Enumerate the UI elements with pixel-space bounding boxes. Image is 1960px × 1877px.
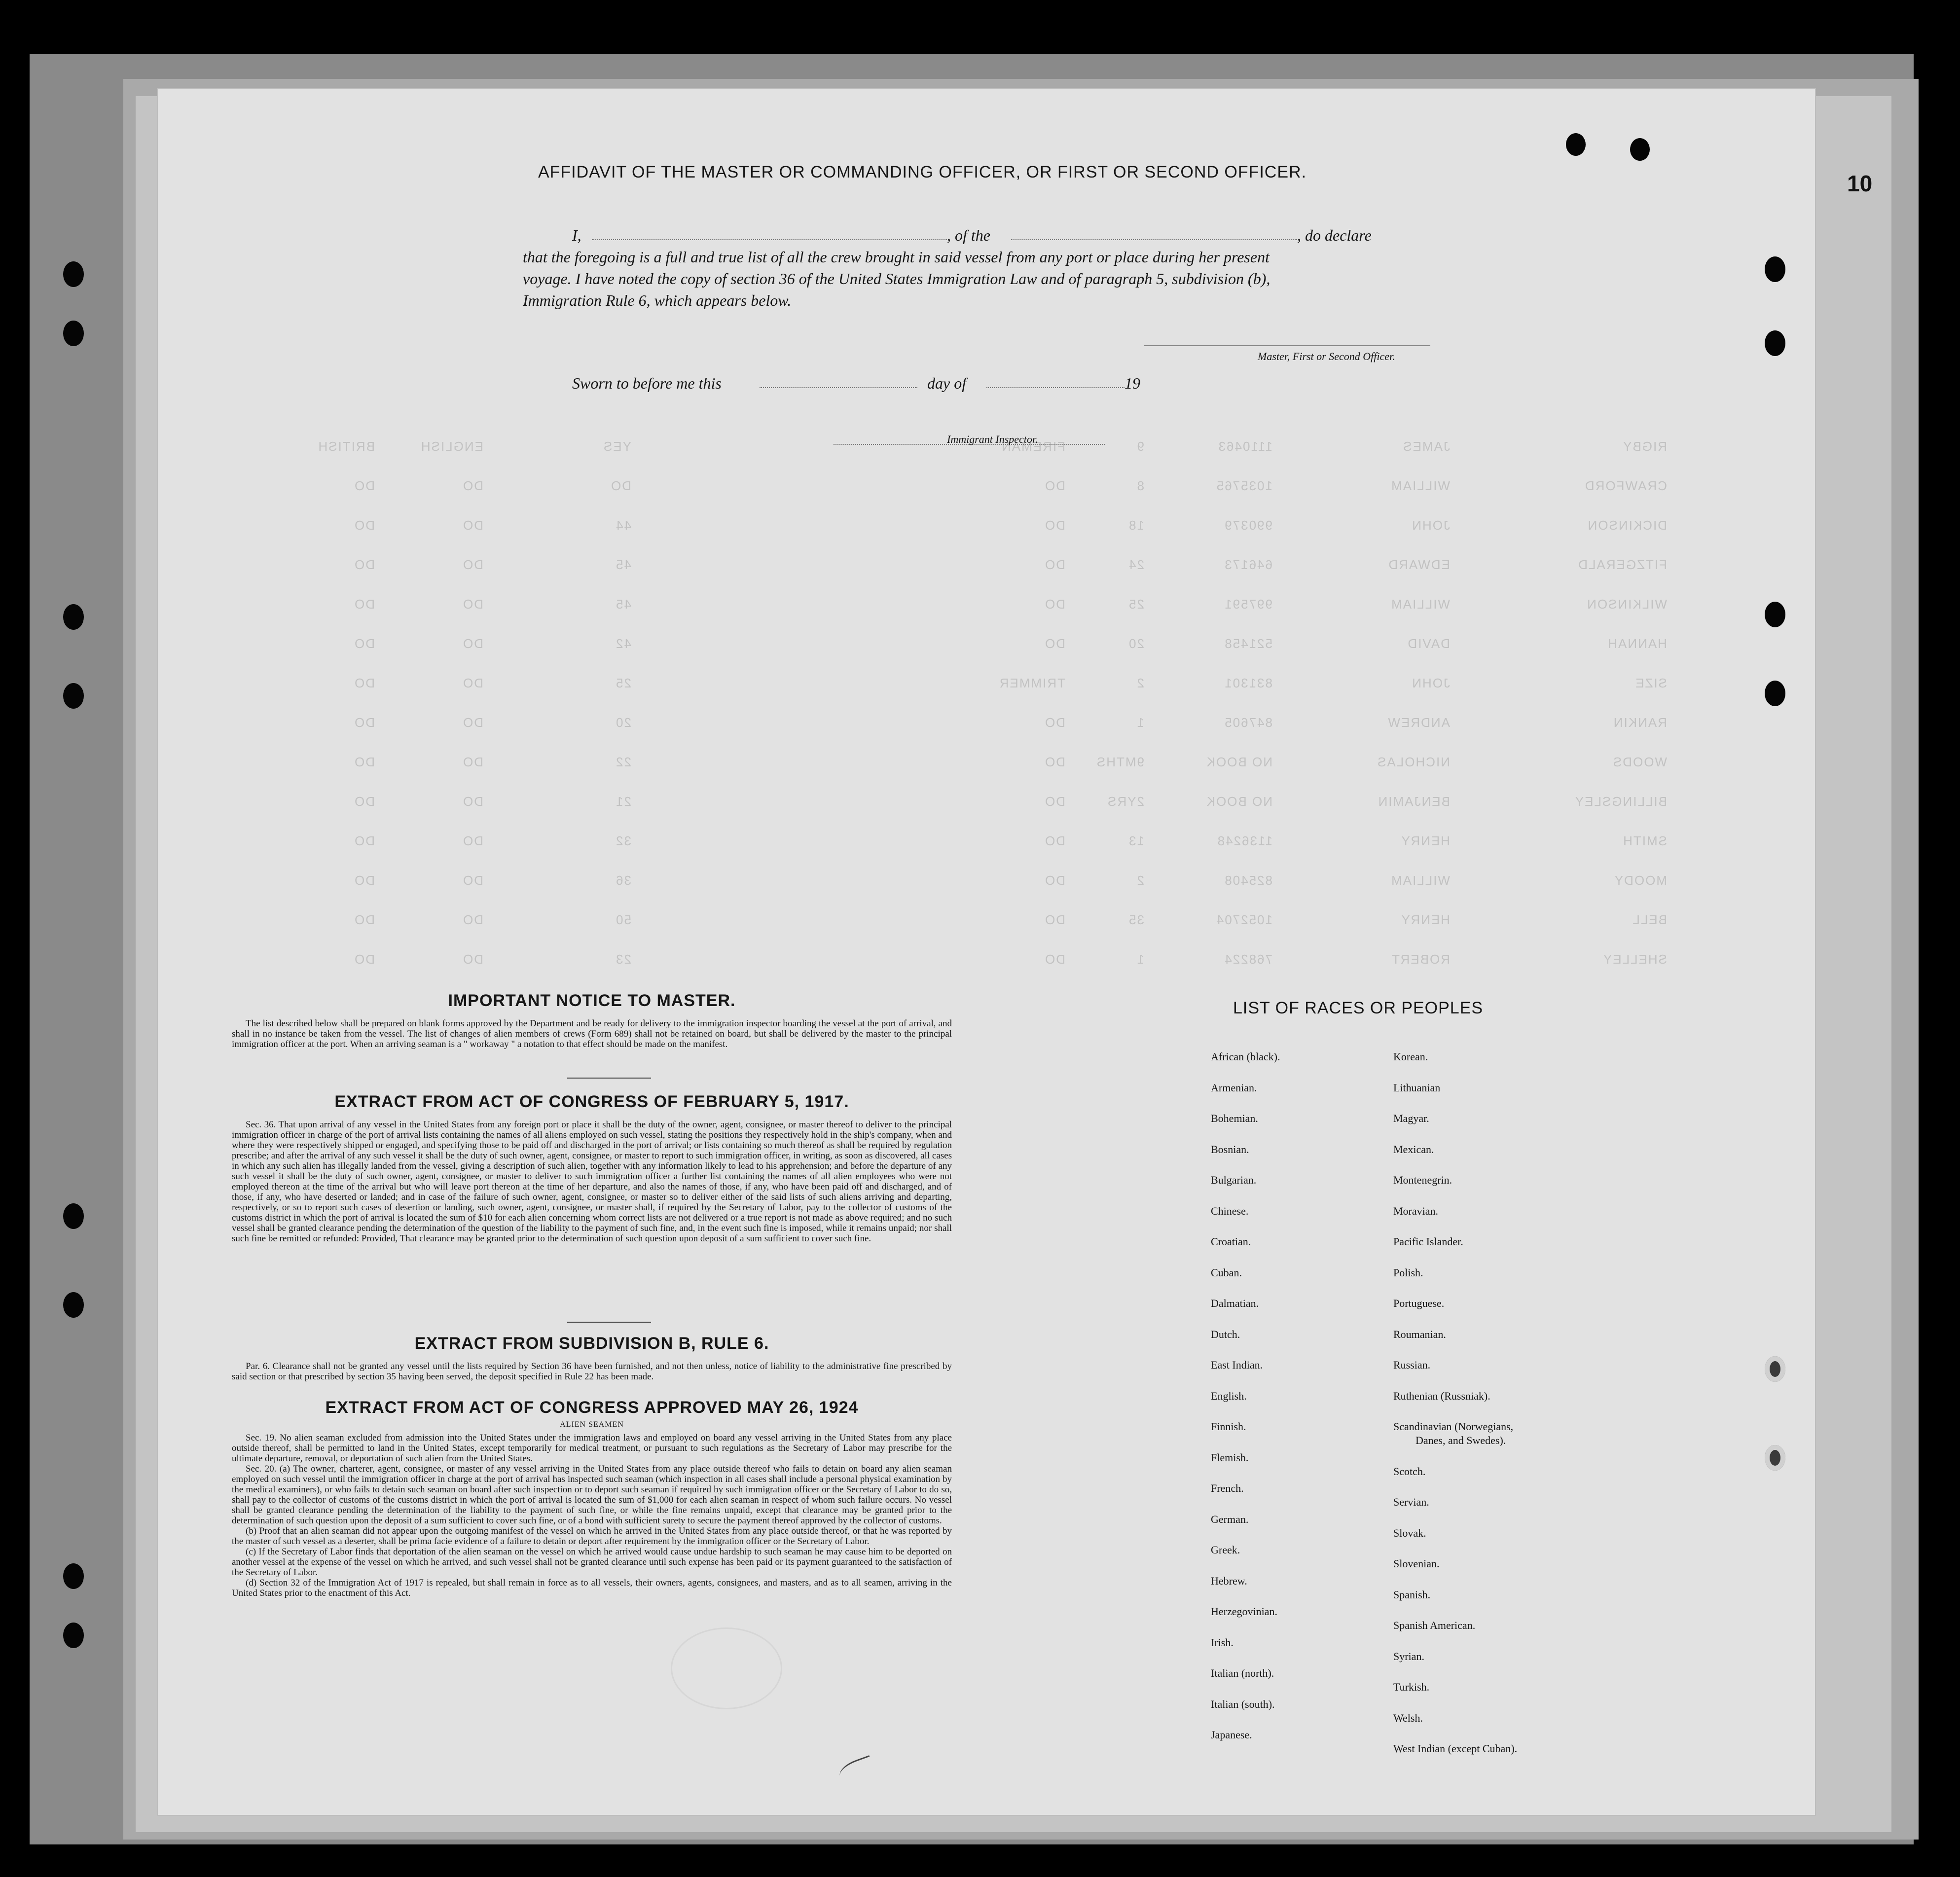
race-item: Dane​s, and Swedes).: [1416, 1434, 1506, 1446]
race-item: Mexican.: [1393, 1143, 1434, 1155]
race-item: Bohemian.: [1211, 1112, 1258, 1124]
ring-hole-icon: [1765, 1445, 1785, 1471]
race-item: Dutch.: [1211, 1328, 1240, 1340]
punch-hole-icon: [1630, 138, 1650, 161]
race-item: Polish.: [1393, 1266, 1423, 1279]
punch-hole-icon: [1765, 681, 1785, 706]
race-item: Bulgarian.: [1211, 1174, 1257, 1186]
race-item: Korean.: [1393, 1050, 1428, 1063]
affidavit-line-4: Immigration Rule 6, which appears below.: [523, 291, 792, 309]
binder-hole-icon: [63, 683, 84, 709]
race-item: Portuguese.: [1393, 1297, 1445, 1309]
binder-hole-icon: [63, 1623, 84, 1648]
race-item: German.: [1211, 1513, 1249, 1525]
race-item: Italian (south).: [1211, 1697, 1275, 1710]
race-item: Montenegrin.: [1393, 1174, 1452, 1186]
binder-hole-icon: [63, 1292, 84, 1318]
race-item: East Indian.: [1211, 1359, 1263, 1371]
pencil-mark: [836, 1755, 874, 1782]
race-item: Scandinavian (Norwegians,: [1393, 1420, 1514, 1433]
race-item: Finnish.: [1211, 1420, 1246, 1433]
extract-1924-text: [232, 1433, 952, 1598]
race-item: Hebrew.: [1211, 1574, 1247, 1587]
bleed-through-manifest: RIGBY JAMES 1110463 9 FIREMAN YES ENGLISH BRITISH CRAWFORD WILLIAM 1035765 8 DO DO DO DO DICKINSON JOHN 990379 18 DO 44 DO DO FITZGERALD EDWARD 646173 24 DO 45 DO DO WILKINSON WILLIAM 997591 25 DO 45 DO DO HANNAH DAVID 521458 20 DO 42 DO DO SIZE JOHN 831301 2 TRIMMER 25 DO DO RANKIN ANDREW 847605 1 DO 20 DO DO WOODS NICHOLAS NO BOOK 9MTHS DO 22 DO DO BILLINGSLEY BENJAMIN NO BOOK 2YRS DO 21 DO DO SMITH HENRY 1136248 13 DO 32 DO DO MOODY WILLIAM 825408 2 DO 36 DO DO BELL HENRY 1052704 35 DO 50 DO DO SHELLEY ROBERT 768224 1 DO 23 DO DO: [317, 439, 1667, 967]
section-20c-paragraph: (c) If the Secretary of Labor finds that deportation of the alien seaman on the vessel on which he arrived would cause undue hardship to such seaman he may cause him to be deported on another vessel at the expense of the vessel on which he arrived, and such vessel shall not be granted clearance until such expense has been paid or its payment guaranteed to the satisfaction of the Secretary of Labor.: [232, 1547, 952, 1578]
section-divider: [567, 1322, 651, 1323]
punch-hole-icon: [1566, 133, 1586, 156]
race-item: Herzegovinian.: [1211, 1605, 1277, 1618]
notice-text: [232, 1018, 952, 1049]
ring-hole-icon: [1765, 1356, 1785, 1382]
master-signature-line: [1144, 345, 1430, 346]
race-item: Dalmatian.: [1211, 1297, 1259, 1309]
punch-hole-icon: [1765, 602, 1785, 627]
race-item: Spanish.: [1393, 1588, 1431, 1601]
race-item: African (black).: [1211, 1050, 1280, 1063]
races-title: LIST OF RACES OR PEOPLES: [1233, 999, 1484, 1017]
section-20b-paragraph: (b) Proof that an alien seaman did not appear upon the outgoing manifest of the vessel on which he arrived in the United States from any place outside thereof, or that he was reported by the master of such vessel as a deserter, shall be prima facie evidence of a failure to detain or deport after requirement by the immigration officer or the Secretary of Labor.: [232, 1526, 952, 1547]
race-item: Flemish.: [1211, 1451, 1249, 1464]
race-item: Moravian.: [1393, 1204, 1439, 1217]
extract-1917-text: [232, 1119, 952, 1244]
rule-6-title: EXTRACT FROM SUBDIVISION B, RULE 6.: [414, 1334, 769, 1353]
inspector-caption: Immigrant Inspector.: [947, 433, 1038, 445]
sworn-day-blank: [760, 387, 917, 388]
section-36-paragraph: Sec. 36. That upon arrival of any vessel in the United States from any foreign port or place it shall be the duty of the owner, agent, consignee, or master thereof to deliver to the principal immigration officer in charge of the port of arrival lists containing the names of all aliens employed on such vessel, stating the positions they respectively hold in the ship's company, when and where they were respectively shipped or engaged, and specifying those to be paid off and discharged in the port of arrival; or lists containing so much thereof as shall be required by regulation prescribe; and after the arrival of any such vessel it shall be the duty of such owner, agent, consignee, or master to report to such immigration officer, in writing, as soon as discovered, all cases in which any such alien has illegally landed from the vessel, giving a description of such alien, together with any information likely to lead to his apprehension; and before the departure of any such vessel it shall be the duty of such owner, agent, consignee, or master to deliver to such immigration officer a further list containing the names of all alien employees who were not employed thereon at the time of the arrival but who will leave port thereon at the time of her departure, and also the names of those, if any, who have been paid off and discharged, and of those, if any, who have deserted or landed; and in case of the failure of such owner, agent, consignee, or master so to deliver either of the said lists of such aliens arriving and departing, respectively, or so to report such cases of desertion or landing, such owner, agent, consignee, or master shall, if required by the Secretary of Labor, pay to the collector of customs of the customs district in which the port of arrival is located the sum of $10 for each alien concerning whom correct lists are not delivered or a true report is not made as above required; and no such vessel shall be granted clearance pending the determination of the question of the liability to the payment of such fine, and, in the event such fine is imposed, while it remains unpaid; nor shall such fine be remitted or refunded: Provided, That clearance may be granted prior to the determination of such question upon deposit of a sum sufficient to cover such fine.: [232, 1119, 952, 1244]
rule-6-text: [232, 1361, 952, 1382]
race-item: Russian.: [1393, 1359, 1431, 1371]
race-item: Irish.: [1211, 1636, 1234, 1649]
race-item: Scotch.: [1393, 1465, 1426, 1478]
punch-hole-icon: [1765, 330, 1785, 356]
binder-hole-icon: [63, 1203, 84, 1229]
binder-hole-icon: [63, 321, 84, 346]
affidavit-line-3: voyage. I have noted the copy of section 36 of the United States Immigration Law and of paragraph 5, subdivision (b),: [523, 270, 1270, 288]
rule-6-paragraph: Par. 6. Clearance shall not be granted any vessel until the lists required by Section 36 have been furnished, and not then unless, notice of liability to the administrative fine prescribed by said section or that prescribed by section 35 having been served, the deposit specified in Rule 22 has been made.: [232, 1361, 952, 1382]
section-19-paragraph: Sec. 19. No alien seaman excluded from admission into the United States under the immigration laws and employed on board any vessel arriving in the United States from any place outside thereof, shall be permitted to land in the United States, except temporarily for medical treatment, or pursuant to such regulations as the Secretary of Labor may prescribe for the ultimate departure, removal, or deportation of such alien from the United States.: [232, 1433, 952, 1464]
race-item: Japanese.: [1211, 1729, 1252, 1741]
affidavit-declare: , do declare: [1297, 226, 1372, 244]
race-item: Pacific Islander.: [1393, 1235, 1463, 1248]
section-20d-paragraph: (d) Section 32 of the Immigration Act of 1917 is repealed, but shall remain in force as to all vessels, their owners, agents, consignees, and masters, and as to all seamen, arriving in the United States prior to the enactment of this Act.: [232, 1578, 952, 1598]
race-item: Turkish.: [1393, 1681, 1430, 1693]
master-caption: Master, First or Second Officer.: [1258, 350, 1395, 362]
race-item: Slovenian.: [1393, 1557, 1440, 1570]
race-item: West Indian (except Cuban).: [1393, 1742, 1518, 1755]
race-item: Servian.: [1393, 1496, 1429, 1508]
race-item: Bosnian.: [1211, 1143, 1249, 1155]
race-item: Greek.: [1211, 1544, 1240, 1556]
race-item: French.: [1211, 1482, 1244, 1494]
sworn-month-blank: [986, 387, 1125, 388]
race-item: English.: [1211, 1389, 1247, 1402]
binder-hole-icon: [63, 604, 84, 630]
race-item: Armenian.: [1211, 1081, 1257, 1094]
binder-hole-icon: [63, 1563, 84, 1589]
affidavit-of-the: , of the: [947, 226, 990, 244]
race-item: Chinese.: [1211, 1204, 1249, 1217]
year-label: 19: [1125, 374, 1140, 392]
race-item: Magyar.: [1393, 1112, 1429, 1124]
name-blank: [592, 239, 947, 240]
race-item: Roumanian.: [1393, 1328, 1446, 1340]
punch-hole-icon: [1765, 256, 1785, 282]
affidavit-title: AFFIDAVIT OF THE MASTER OR COMMANDING OFFICER, OR FIRST OR SECOND OFFICER.: [538, 163, 1307, 181]
binder-hole-icon: [63, 261, 84, 287]
affidavit-i: I,: [572, 226, 581, 244]
notice-paragraph: The list described below shall be prepared on blank forms approved by the Department and be ready for delivery to the immigration inspector boarding the vessel at the port of arrival, and shall in no instance be taken from the vessel. The list of changes of alien members of crews (Form 689) shall not be retained on board, but shall be delivered by the master to the principal immigration officer at the port. When an arriving seaman is a " workaway " a notation to that effect should be made on the manifest.: [232, 1018, 952, 1049]
manifest-page: [158, 89, 1815, 1815]
race-item: Welsh.: [1393, 1711, 1423, 1724]
section-20a-paragraph: Sec. 20. (a) The owner, charterer, agent, consignee, or master of any vessel arriving in the United States from any place outside thereof who fails to detain on board any alien seaman employed on such vessel until the immigration officer in charge at the port of arrival has inspected such seaman (which inspection in all cases shall include a personal physical examination by the medical examiners), or who fails to detain such seaman on board after such inspection or to deport such seaman if required by such immigration officer or the Secretary of Labor to do so, shall pay to the collector of customs of the customs district in which the port of arrival is located the sum of $1,000 for each alien seaman in respect of whom such failure occurs. No vessel shall be granted clearance pending the determination of the liability to the payment of such fine, or while the fine remains unpaid, except that clearance may be granted prior to the determination of such question upon the deposit of a sum sufficient to cover such fine, or of a bond with sufficient surety to secure the payment thereof approved by the collector of customs.: [232, 1464, 952, 1526]
extract-1917-title: EXTRACT FROM ACT OF CONGRESS OF FEBRUARY 5, 1917.: [334, 1092, 849, 1111]
race-item: Ruthenian (Russniak).: [1393, 1389, 1490, 1402]
notice-title: IMPORTANT NOTICE TO MASTER.: [448, 991, 736, 1010]
section-divider: [567, 1078, 651, 1079]
race-item: Slovak.: [1393, 1526, 1426, 1539]
race-item: Spanish American.: [1393, 1619, 1476, 1631]
race-item: Lithuanian: [1393, 1081, 1441, 1094]
extract-1924-title: EXTRACT FROM ACT OF CONGRESS APPROVED MAY 26, 1924: [325, 1398, 859, 1417]
race-item: Cuban.: [1211, 1266, 1242, 1279]
stamp-ghost: [671, 1627, 782, 1709]
vessel-blank: [1011, 239, 1297, 240]
edge-mark: 10: [1847, 171, 1873, 196]
day-of-label: day of: [927, 374, 967, 392]
race-item: Croatian.: [1211, 1235, 1251, 1248]
race-item: Syrian.: [1393, 1650, 1424, 1662]
race-item: Italian (north).: [1211, 1667, 1274, 1679]
sworn-label: Sworn to before me this: [572, 374, 722, 392]
affidavit-line-2: that the foregoing is a full and true list of all the crew brought in said vessel from any port or place during her present: [523, 248, 1270, 266]
alien-seamen-subtitle: ALIEN SEAMEN: [560, 1420, 624, 1429]
